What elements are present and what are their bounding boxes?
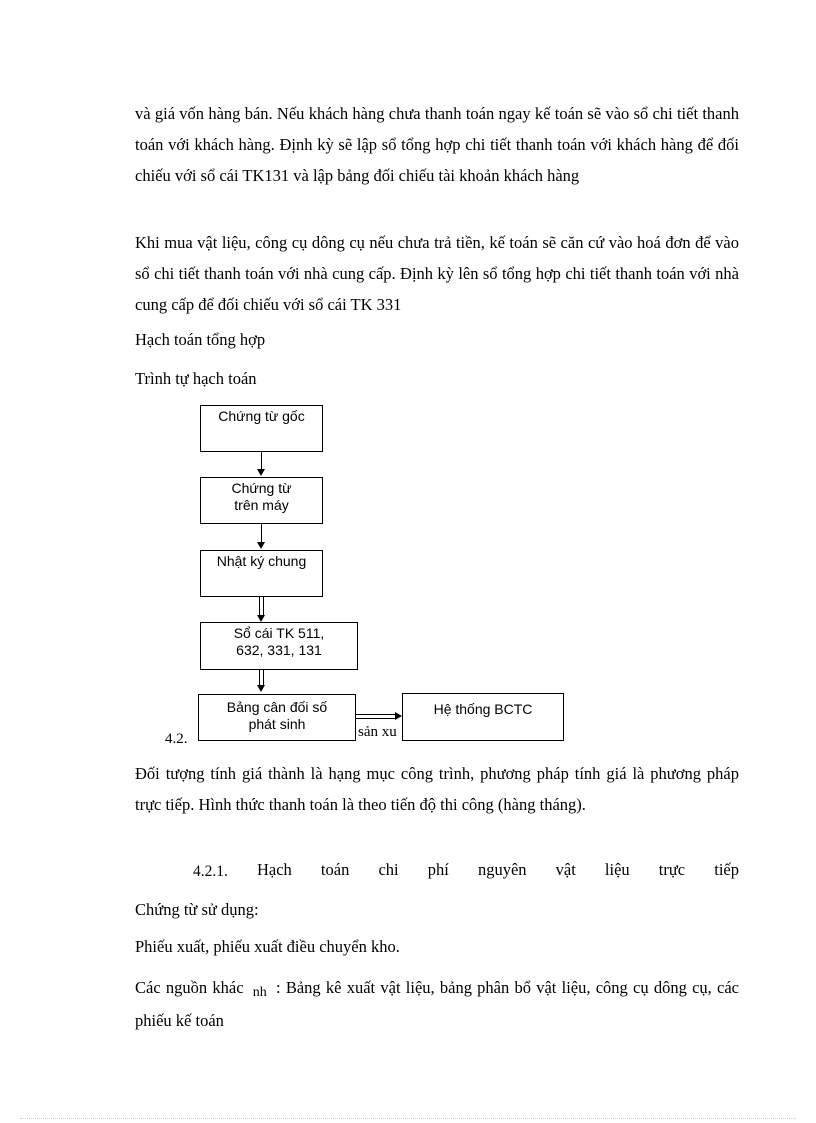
heading-documents-used: Chứng từ sử dụng: — [135, 900, 259, 919]
heading-accounting-sequence: Trình tự hạch toán — [135, 369, 257, 388]
page-bottom-rule — [20, 1118, 796, 1119]
flow-box-trial-balance-line1: Bảng cân đối số — [226, 699, 328, 715]
heading-word: nguyên — [477, 860, 527, 879]
flow-box-computer-documents-line2: trên máy — [234, 497, 289, 513]
paragraph-sales-receivable: và giá vốn hàng bán. Nếu khách hàng chưa thanh toán ngay kế toán sẽ vào sổ chi tiết thanh toán với khách hàng. Định kỳ sẽ lập sổ tổng hợp chi tiết thanh toán với khách hàng để đối chiếu với sổ cái TK131 và lập bảng đối chiếu tài khoản khách hàng — [135, 104, 739, 185]
section-fragment-4-2: sản xu — [358, 724, 397, 740]
flow-arrow-2 — [257, 542, 265, 549]
other-sources-prefix: Các nguồn khác — [135, 978, 244, 997]
flow-box-general-journal — [200, 550, 323, 597]
flow-connector-horizontal-b — [356, 718, 396, 719]
paragraph-costing-object: Đối tượng tính giá thành là hạng mục công trình, phương pháp tính giá là phương pháp trực tiếp. Hình thức thanh toán là theo tiến độ thi công (hàng tháng). — [135, 764, 739, 814]
flow-box-computer-documents — [200, 477, 323, 524]
flow-box-trial-balance-line2: phát sinh — [248, 716, 306, 732]
flow-arrow-1 — [257, 469, 265, 476]
flow-box-ledger — [200, 622, 358, 670]
flow-box-source-documents-label: Chứng từ gốc — [218, 408, 305, 424]
flow-connector-3a — [259, 597, 260, 617]
heading-general-accounting: Hạch toán tổng hợp — [135, 330, 266, 349]
flow-box-ledger-line2: 632, 331, 131 — [236, 642, 322, 658]
other-sources-rest: : Bảng kê xuất vật liệu, bảng phân bổ vật liệu, công cụ dông cụ, các phiếu kế toán — [135, 978, 740, 1030]
heading-word: toán — [320, 860, 350, 879]
section-number-4-2: 4.2. — [165, 731, 188, 747]
heading-4-2-1-number: 4.2.1. — [193, 863, 228, 880]
heading-word: liệu — [604, 860, 630, 879]
paragraph-issue-slips: Phiếu xuất, phiếu xuất điều chuyển kho. — [135, 937, 400, 956]
flow-arrow-3 — [257, 615, 265, 622]
heading-word: chi — [378, 860, 399, 879]
heading-word: vật — [555, 860, 576, 879]
flow-connector-2 — [261, 524, 262, 543]
paragraph-other-sources — [135, 972, 739, 1036]
flow-arrow-4 — [257, 685, 265, 692]
flow-box-financial-reports — [402, 693, 564, 741]
flow-connector-horizontal-a — [356, 714, 396, 715]
flow-arrow-horizontal — [395, 712, 402, 720]
flow-box-trial-balance — [198, 694, 356, 741]
heading-word: phí — [427, 860, 449, 879]
other-sources-sub: nh — [252, 985, 267, 1000]
flow-box-source-documents — [200, 405, 323, 452]
flow-connector-3b — [263, 597, 264, 617]
flow-box-general-journal-label: Nhật ký chung — [216, 553, 307, 569]
flow-box-computer-documents-line1: Chứng từ — [231, 480, 292, 496]
heading-word: Hạch — [256, 860, 292, 879]
paragraph-purchase-payable: Khi mua vật liệu, công cụ dông cụ nếu chưa trả tiền, kế toán sẽ căn cứ vào hoá đơn để vào sổ chi tiết thanh toán với nhà cung cấp. Định kỳ lên sổ tổng hợp chi tiết thanh toán với nhà cung cấp để đối chiếu với sổ cái TK 331 — [135, 233, 739, 314]
flow-box-ledger-line1: Sổ cái TK 511, — [233, 625, 325, 641]
heading-word: trực — [658, 860, 686, 879]
flow-box-financial-reports-label: Hệ thống BCTC — [433, 701, 533, 717]
heading-word: tiếp — [714, 860, 739, 879]
heading-4-2-1 — [193, 860, 739, 882]
